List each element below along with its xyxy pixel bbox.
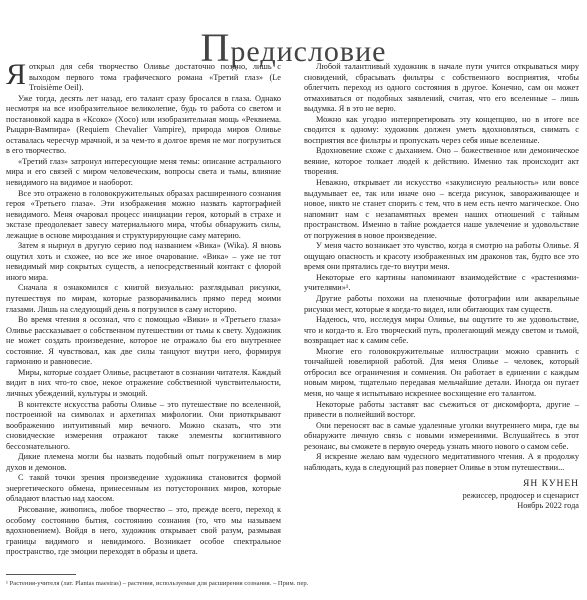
paragraph: Я искренне желаю вам чудесного медитативного чтения. А я продолжу наблюдать, куда в следующий раз повернет Оливье в этом путешествии... [304,452,579,472]
paragraph: Они переносят вас в самые удаленные уголки внутреннего мира, где вы обнаружите личную связь с новыми измерениями. Вслушайтесь в этот резонанс, вы сможете в первую очередь узнать много нового о самом себе. [304,420,579,451]
paragraph: «Третий глаз» затронул интересующие меня темы: описание астрального мира и его связей с миром человеческим, вопросы света и тьмы, влияние невидимого на видимое и наоборот. [6,156,281,188]
paragraph: Миры, которые создает Оливье, расцветают в сознании читателя. Каждый видит в них что-то свое, некое отражение собственной чувствительности, личных убеждений, культуры и эмоций. [6,367,281,398]
paragraph: Некоторые его картины напоминают взаимодействие с «растениями-учителями»¹. [304,272,579,293]
paragraph: Сначала я ознакомился с книгой визуально: разглядывал рисунки, путешествуя по мирам, которые разворачивались прямо перед моими глазами. Лишь на следующий день я погрузился в саму историю. [6,283,281,314]
paragraph: Другие работы похожи на пленочные фотографии или акварельные рисунки мест, которые я когда-то видел, или обитающих там существ. [304,294,579,314]
paragraph: Затем я нырнул в другую серию под названием «Вика» (Wika). Я вновь ощутил хоть и схожее, но все же иное очарование. «Вика» – уже не тот невидимый мир сокрытых существ, а непосредственный контакт с флорой иного мира. [6,241,281,282]
paragraph: Надеюсь, что, исследуя миры Оливье, вы ощутите то же удовольствие, что и когда-то я. Его творческий путь, пролегающий между светом и тьмой, возвращает нас к самим себе. [304,315,579,346]
paragraph: Вдохновение схоже с дыханием. Оно – божественное или демоническое веяние, которое толкает людей к действию. Именно так происходит акт творения. [304,146,579,177]
signature-block [304,479,579,512]
signature-date: Ноябрь 2022 года [517,501,579,511]
paragraph: Некоторые работы заставят вас съежиться от дискомфорта, другие – привести в полнейший восторг. [304,399,579,420]
footnote: ¹ Растения-учителя (лат. Plantas maestras) – растения, используемые для расширения сознания. – Прим. пер. [6,580,309,587]
paragraph: В контексте искусства работы Оливье – это путешествие по вселенной, построенной на символах и архетипах мифологии. Они приоткрывают воображению интуитивный мир вечного. Можно сказать, что эти сновидческие измерения отражают также элементы когнитивного бессознательного. [6,399,281,451]
paragraph: Уже тогда, десять лет назад, его талант сразу бросался в глаза. Однако несмотря на все изобразительное великолепие, будь то работа со светом и постановкой кадра в «Ксоко» (Xoco) или изобразительная мощь «Реквиема. Рыцаря-Вампира» (Requiem Chevalier Vampire), природа миров Оливье оставалась чересчур мрачной, и за чем-то я долгое время не мог погрузиться в его творчество. [6,93,281,156]
footnote-divider [6,574,76,575]
paragraph: Дикие племена могли бы назвать подобный опыт погружением в мир духов и демонов. [6,452,281,472]
paragraph [6,58,281,94]
paragraph: Можно как угодно интерпретировать эту концепцию, но в итоге все сводится к одному: художник должен уметь вдохновляться, снимать с восприятия все фильтры и пропускать через себя иные вселенные. [304,114,579,145]
paragraph: Рисование, живопись, любое творчество – это, прежде всего, переход к особому состоянию бытия, состоянию сознания (то, что мы называем вдохновением). Войдя в него, художник открывает свой разум, размывая границы видимого и невидимого. Возникает особое спектральное пространство, где эмоции переходят в образы и цвета. [6,504,281,557]
paragraph: Многие его головокружительные иллюстрации можно сравнить с тончайшей ювелирной работой. Для меня Оливье – человек, который отбросил все ограничения и сомнения. Он работает в единении с каждым новым миром, тщательно передавая мельчайшие детали. Иногда он пугает меня, но чаще я испытываю искреннее восхищение его талантом. [304,346,579,398]
left-column [6,58,281,558]
text-columns [6,58,580,560]
paragraph: Все это отражено в головокружительных образах расширенного сознания героя «Третьего глаза». Эти изображения можно назвать картографией невидимого. Меня очаровал процесс инициации героя, который в страхе и экстазе преодолевает завесу материального мира, чтобы обнаружить силы, лежащие в основе мироздания и структурирующие саму материю. [6,188,281,240]
right-column [304,62,579,512]
author-name: ЯН КУНЕН [523,479,579,490]
paragraph: Любой талантливый художник в начале пути учится открываться миру сновидений, сбрасывать фильтры с собственного восприятия, чтобы облегчить переход из одного состояния в другое. Конечно, сам он может отмахиваться от подобных заявлений, считая, что его вселенные – лишь выдумка. Я в это не верю. [304,62,579,114]
paragraph: У меня часто возникает это чувство, когда я смотрю на работы Оливье. Я ощущаю опасность и красоту изображенных им драконов так, будто все это время они прятались где-то внутри меня. [304,241,579,272]
author-role: режиссер, продюсер и сценарист [462,490,579,500]
title-initial: П [200,25,231,71]
title-rest: редисловие [230,35,387,69]
paragraph: Во время чтения я осознал, что с помощью «Вики» и «Третьего глаза» Оливье рассказывает о собственном путешествии от тьмы к свету. Художник не может создать произведение, которое не отражало бы его внутреннее состояние. Я чувствовал, как две силы танцуют внутри него, формируя гармонию и равновесие. [6,315,281,367]
drop-cap: Я [6,58,27,91]
paragraph: С такой точки зрения произведение художника становится формой энергетического обмена, принесенным из потусторонних миров, которые обладают властью над хаосом. [6,473,281,504]
paragraph: Неважно, открывает ли искусство «закулисную реальность» или вовсе выдумывает ее, так или иначе оно – всегда рисунок, завораживающее и новое, никто не станет спорить с тем, что в нем есть нечто магическое. Оно напомнит нам с незапамятных времен наших отношений с тайным пространством. Именно в тайне рождается наше увлечение и удовольствие от погружения в новое произведение. [304,178,579,240]
paragraph-text: открыл для себя творчество Оливье достаточно поздно, лишь с выходом первого тома графического романа «Третий глаз» (Le Troisième Oeil). [29,62,281,93]
